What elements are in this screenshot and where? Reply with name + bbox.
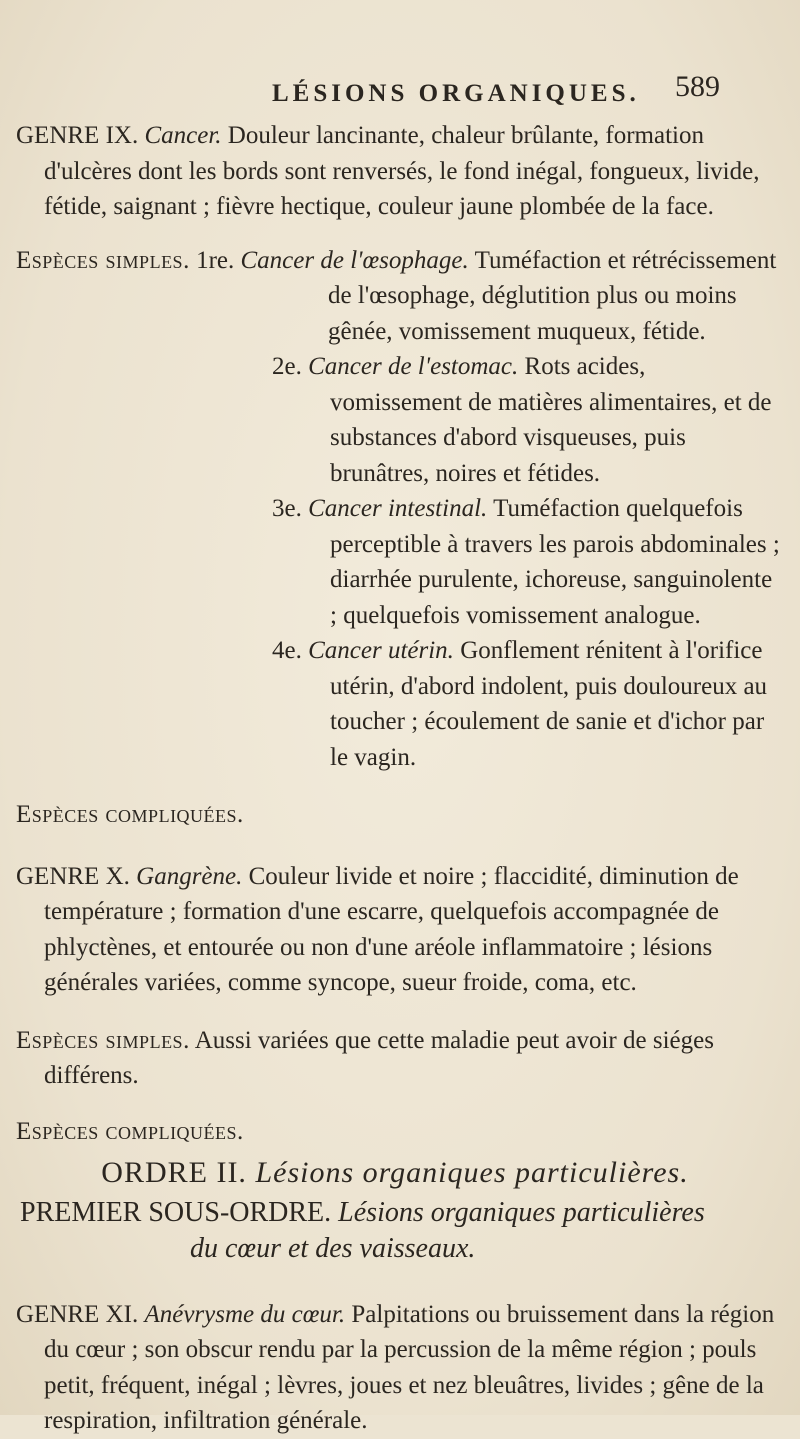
genre-x-text: Couleur livide et noire ; flaccidité, diminution de température ; formation d'une escarre, quelquefois accompagnée de phlyctènes, et entourée ou non d'une aréole inflammatoire ; lésions générales variées, comme syncope, sueur froide, coma, etc.: [44, 862, 739, 996]
page-number: 589: [675, 70, 720, 103]
especes-simples-section-1: [10, 243, 780, 776]
species-text-4: Gonflement rénitent à l'orifice utérin, d'abord indolent, puis douloureux au toucher ; écoulement de sanie et d'ichor par le vagin.: [330, 637, 768, 771]
species-num-4: 4e.: [272, 637, 302, 664]
page-header: [100, 50, 720, 107]
genre-x-label: GENRE X.: [16, 862, 130, 890]
premier-sous-ordre-name-2: du cœur et des vaisseaux.: [190, 1232, 476, 1264]
ordre-ii-name: Lésions organiques particulières.: [255, 1156, 689, 1189]
species-name-2: Cancer de l'estomac.: [308, 353, 519, 380]
species-item-2: [10, 349, 780, 491]
genre-xi-text: Palpitations ou bruissement dans la région du cœur ; son obscur rendu par la percussion de la même région ; pouls petit, fréquent, inégal ; lèvres, joues et nez bleuâtres, livides ; gêne de la respiration, infiltration générale.: [44, 1300, 775, 1434]
ordre-ii-heading: [10, 1155, 780, 1191]
species-name-3: Cancer intestinal.: [308, 495, 488, 522]
genre-xi-name: Anévrysme du cœur.: [144, 1300, 346, 1328]
genre-xi-paragraph: [0, 1297, 780, 1439]
species-num-1: 1re.: [196, 246, 235, 274]
especes-simples-text-2: Aussi variées que cette maladie peut avoir de siéges différens.: [44, 1026, 714, 1089]
premier-sous-ordre-heading: [10, 1195, 780, 1267]
genre-ix-text: Douleur lancinante, chaleur brûlante, formation d'ulcères dont les bords sont renversés, le fond inégal, fongueux, livide, fétide, saignant ; fièvre hectique, couleur jaune plombée de la face.: [44, 122, 760, 220]
species-item-1: [10, 243, 780, 350]
species-item-3: [10, 491, 780, 633]
especes-simples-label-2: Espèces simples.: [16, 1026, 190, 1054]
species-num-3: 3e.: [272, 495, 302, 522]
premier-sous-ordre-label: PREMIER SOUS-ORDRE.: [20, 1196, 332, 1228]
especes-compliquees-2: Espèces compliquées.: [16, 1117, 244, 1145]
genre-ix-name: Cancer.: [144, 122, 222, 149]
species-text-2: Rots acides, vomissement de matières alimentaires, et de substances d'abord visqueuses, puis brunâtres, noires et fétides.: [330, 353, 772, 487]
especes-compliquees-1: Espèces compliquées.: [16, 801, 244, 828]
species-item-4: [10, 633, 780, 775]
genre-x-paragraph: [0, 859, 780, 1001]
species-name-4: Cancer utérin.: [308, 637, 454, 664]
running-head: LÉSIONS ORGANIQUES.: [272, 80, 640, 107]
genre-xi-label: GENRE XI.: [16, 1300, 139, 1328]
species-text-1: Tuméfaction et rétrécissement de l'œsophage, déglutition plus ou moins gênée, vomissement muqueux, fétide.: [328, 246, 777, 345]
ordre-ii-label: ORDRE II.: [101, 1156, 247, 1189]
species-text-3: Tuméfaction quelquefois perceptible à travers les parois abdominales ; diarrhée purulente, ichoreuse, sanguinolente ; quelquefois vomissement analogue.: [330, 495, 780, 629]
genre-x-name: Gangrène.: [136, 862, 243, 890]
premier-sous-ordre-name: Lésions organiques particulières: [338, 1196, 705, 1228]
species-name-1: Cancer de l'œsophage.: [240, 246, 469, 274]
especes-simples-paragraph-2: [0, 1023, 780, 1094]
genre-ix-label: GENRE IX.: [16, 122, 139, 149]
page-body: [10, 118, 780, 1439]
genre-ix-paragraph: [16, 118, 780, 225]
especes-simples-label-1: Espèces simples.: [16, 246, 190, 274]
species-num-2: 2e.: [272, 353, 302, 380]
